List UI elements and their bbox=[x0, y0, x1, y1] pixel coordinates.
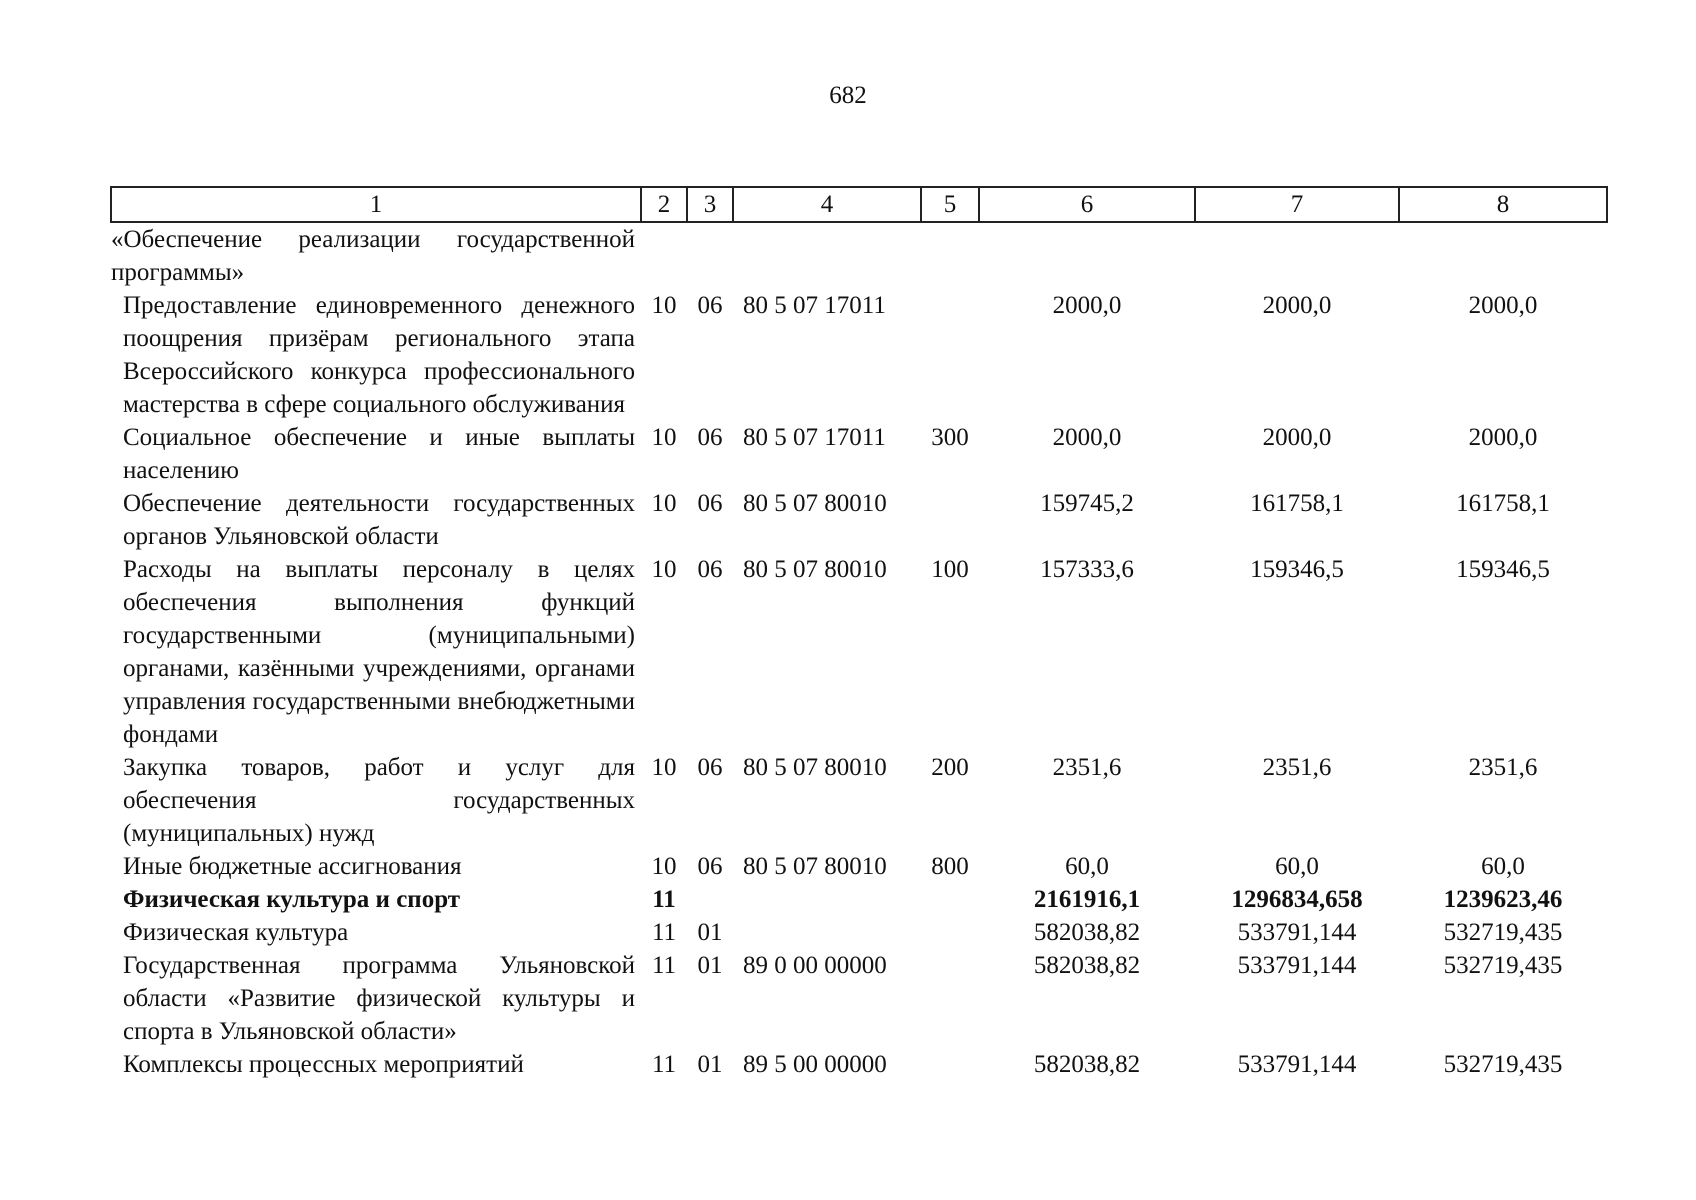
header-col-6: 6 bbox=[979, 187, 1195, 222]
row-amount-col6: 2161916,1 bbox=[1033, 886, 1141, 913]
header-col-3: 3 bbox=[687, 187, 733, 222]
row-target-article: 89 5 00 00000 bbox=[743, 1051, 887, 1078]
table-row bbox=[111, 487, 1607, 553]
row-amount-col7: 533791,144 bbox=[1237, 1051, 1357, 1078]
row-subsection: 06 bbox=[697, 853, 723, 880]
table-row bbox=[111, 883, 1607, 916]
row-target-article bbox=[733, 916, 921, 949]
row-subsection bbox=[687, 883, 733, 916]
row-section: 11 bbox=[651, 919, 677, 946]
row-section: 11 bbox=[651, 952, 677, 979]
header-col-2: 2 bbox=[641, 187, 687, 222]
header-col-7: 7 bbox=[1195, 187, 1399, 222]
table-row bbox=[111, 1048, 1607, 1081]
row-name: «Обеспечение реализации государственной программы» bbox=[111, 226, 635, 286]
row-amount-col7: 2351,6 bbox=[1262, 754, 1332, 781]
row-amount-col6: 582038,82 bbox=[1033, 1051, 1141, 1078]
table-row bbox=[111, 222, 1607, 289]
row-subsection: 01 bbox=[697, 919, 723, 946]
row-name: Предоставление единовременного денежного поощрения призёрам регионального этапа Всероссийского конкурса профессионального мастерства в сфере социального обслуживания bbox=[123, 292, 635, 418]
table-row bbox=[111, 421, 1607, 487]
row-amount-col8: 532719,435 bbox=[1443, 1051, 1563, 1078]
page-number: 682 bbox=[829, 82, 867, 109]
header-col-8: 8 bbox=[1399, 187, 1607, 222]
header-col-5: 5 bbox=[921, 187, 979, 222]
row-amount-col6: 582038,82 bbox=[1033, 952, 1141, 979]
row-section: 10 bbox=[651, 853, 677, 880]
row-amount-col8: 2351,6 bbox=[1468, 754, 1538, 781]
row-target-article: 80 5 07 80010 bbox=[743, 754, 887, 781]
table-row bbox=[111, 751, 1607, 850]
row-subsection: 06 bbox=[697, 490, 723, 517]
row-amount-col7: 161758,1 bbox=[1250, 490, 1344, 517]
row-amount-col8: 161758,1 bbox=[1456, 490, 1550, 517]
row-expense-type: 800 bbox=[931, 853, 969, 880]
row-subsection: 01 bbox=[697, 952, 723, 979]
row-expense-type bbox=[921, 916, 979, 949]
row-subsection: 06 bbox=[697, 754, 723, 781]
row-expense-type bbox=[921, 487, 979, 553]
row-section: 10 bbox=[651, 556, 677, 583]
row-name: Обеспечение деятельности государственных органов Ульяновской области bbox=[123, 490, 635, 550]
row-amount-col6: 159745,2 bbox=[1040, 490, 1134, 517]
row-amount-col7: 533791,144 bbox=[1237, 952, 1357, 979]
row-name: Закупка товаров, работ и услуг для обеспечения государственных (муниципальных) нужд bbox=[123, 754, 635, 847]
row-amount-col6: 582038,82 bbox=[1033, 919, 1141, 946]
budget-table bbox=[110, 186, 1608, 1081]
table-body bbox=[111, 222, 1607, 1081]
table-row bbox=[111, 916, 1607, 949]
row-subsection: 06 bbox=[697, 292, 723, 319]
row-target-article: 80 5 07 17011 bbox=[743, 292, 886, 319]
row-expense-type: 300 bbox=[931, 424, 969, 451]
row-expense-type bbox=[921, 289, 979, 421]
row-amount-col6: 2000,0 bbox=[1052, 292, 1122, 319]
row-name: Комплексы процессных мероприятий bbox=[123, 1051, 524, 1078]
row-amount-col8: 159346,5 bbox=[1456, 556, 1550, 583]
row-amount-col8: 60,0 bbox=[1481, 853, 1525, 880]
row-target-article: 80 5 07 80010 bbox=[743, 853, 887, 880]
table-header bbox=[111, 187, 1607, 222]
row-section: 11 bbox=[651, 1051, 677, 1078]
row-amount-col6: 157333,6 bbox=[1040, 556, 1134, 583]
row-expense-type: 200 bbox=[931, 754, 969, 781]
row-amount-col6: 2351,6 bbox=[1052, 754, 1122, 781]
row-subsection: 06 bbox=[697, 424, 723, 451]
table-row bbox=[111, 289, 1607, 421]
table-row bbox=[111, 553, 1607, 751]
row-amount-col7: 533791,144 bbox=[1237, 919, 1357, 946]
row-name: Физическая культура и спорт bbox=[123, 886, 461, 913]
row-name: Государственная программа Ульяновской области «Развитие физической культуры и спорта в Ульяновской области» bbox=[123, 952, 635, 1045]
row-expense-type bbox=[921, 1048, 979, 1081]
table-row bbox=[111, 850, 1607, 883]
row-section: 11 bbox=[652, 886, 676, 913]
row-target-article bbox=[733, 883, 921, 916]
row-amount-col8 bbox=[1399, 222, 1607, 289]
row-amount-col7: 60,0 bbox=[1275, 853, 1319, 880]
row-section bbox=[641, 222, 687, 289]
row-subsection: 01 bbox=[697, 1051, 723, 1078]
row-name: Физическая культура bbox=[123, 919, 349, 946]
row-target-article bbox=[733, 222, 921, 289]
row-expense-type bbox=[921, 949, 979, 1048]
row-amount-col6 bbox=[979, 222, 1195, 289]
row-amount-col6: 2000,0 bbox=[1052, 424, 1122, 451]
row-amount-col6: 60,0 bbox=[1065, 853, 1109, 880]
row-name: Расходы на выплаты персоналу в целях обеспечения выполнения функций государственными (муниципальными) органами, казёнными учреждениями, органами управления государственными внебюджетными фондами bbox=[123, 556, 635, 748]
row-amount-col7: 1296834,658 bbox=[1231, 886, 1363, 913]
row-target-article: 89 0 00 00000 bbox=[743, 952, 887, 979]
row-expense-type bbox=[921, 883, 979, 916]
row-amount-col7: 159346,5 bbox=[1250, 556, 1344, 583]
header-row bbox=[111, 187, 1607, 222]
row-section: 10 bbox=[651, 754, 677, 781]
row-name: Иные бюджетные ассигнования bbox=[123, 853, 462, 880]
row-section: 10 bbox=[651, 424, 677, 451]
row-amount-col8: 2000,0 bbox=[1468, 292, 1538, 319]
row-expense-type bbox=[921, 222, 979, 289]
row-subsection: 06 bbox=[697, 556, 723, 583]
row-amount-col7: 2000,0 bbox=[1262, 424, 1332, 451]
row-target-article: 80 5 07 17011 bbox=[743, 424, 886, 451]
row-target-article: 80 5 07 80010 bbox=[743, 556, 887, 583]
row-section: 10 bbox=[651, 292, 677, 319]
row-expense-type: 100 bbox=[931, 556, 969, 583]
header-col-4: 4 bbox=[733, 187, 921, 222]
row-amount-col8: 532719,435 bbox=[1443, 919, 1563, 946]
row-subsection bbox=[687, 222, 733, 289]
row-amount-col8: 532719,435 bbox=[1443, 952, 1563, 979]
row-amount-col7: 2000,0 bbox=[1262, 292, 1332, 319]
row-amount-col7 bbox=[1195, 222, 1399, 289]
row-amount-col8: 2000,0 bbox=[1468, 424, 1538, 451]
row-name: Социальное обеспечение и иные выплаты населению bbox=[123, 424, 635, 484]
row-amount-col8: 1239623,46 bbox=[1443, 886, 1563, 913]
row-target-article: 80 5 07 80010 bbox=[743, 490, 887, 517]
header-col-1: 1 bbox=[111, 187, 641, 222]
row-section: 10 bbox=[651, 490, 677, 517]
table-row bbox=[111, 949, 1607, 1048]
